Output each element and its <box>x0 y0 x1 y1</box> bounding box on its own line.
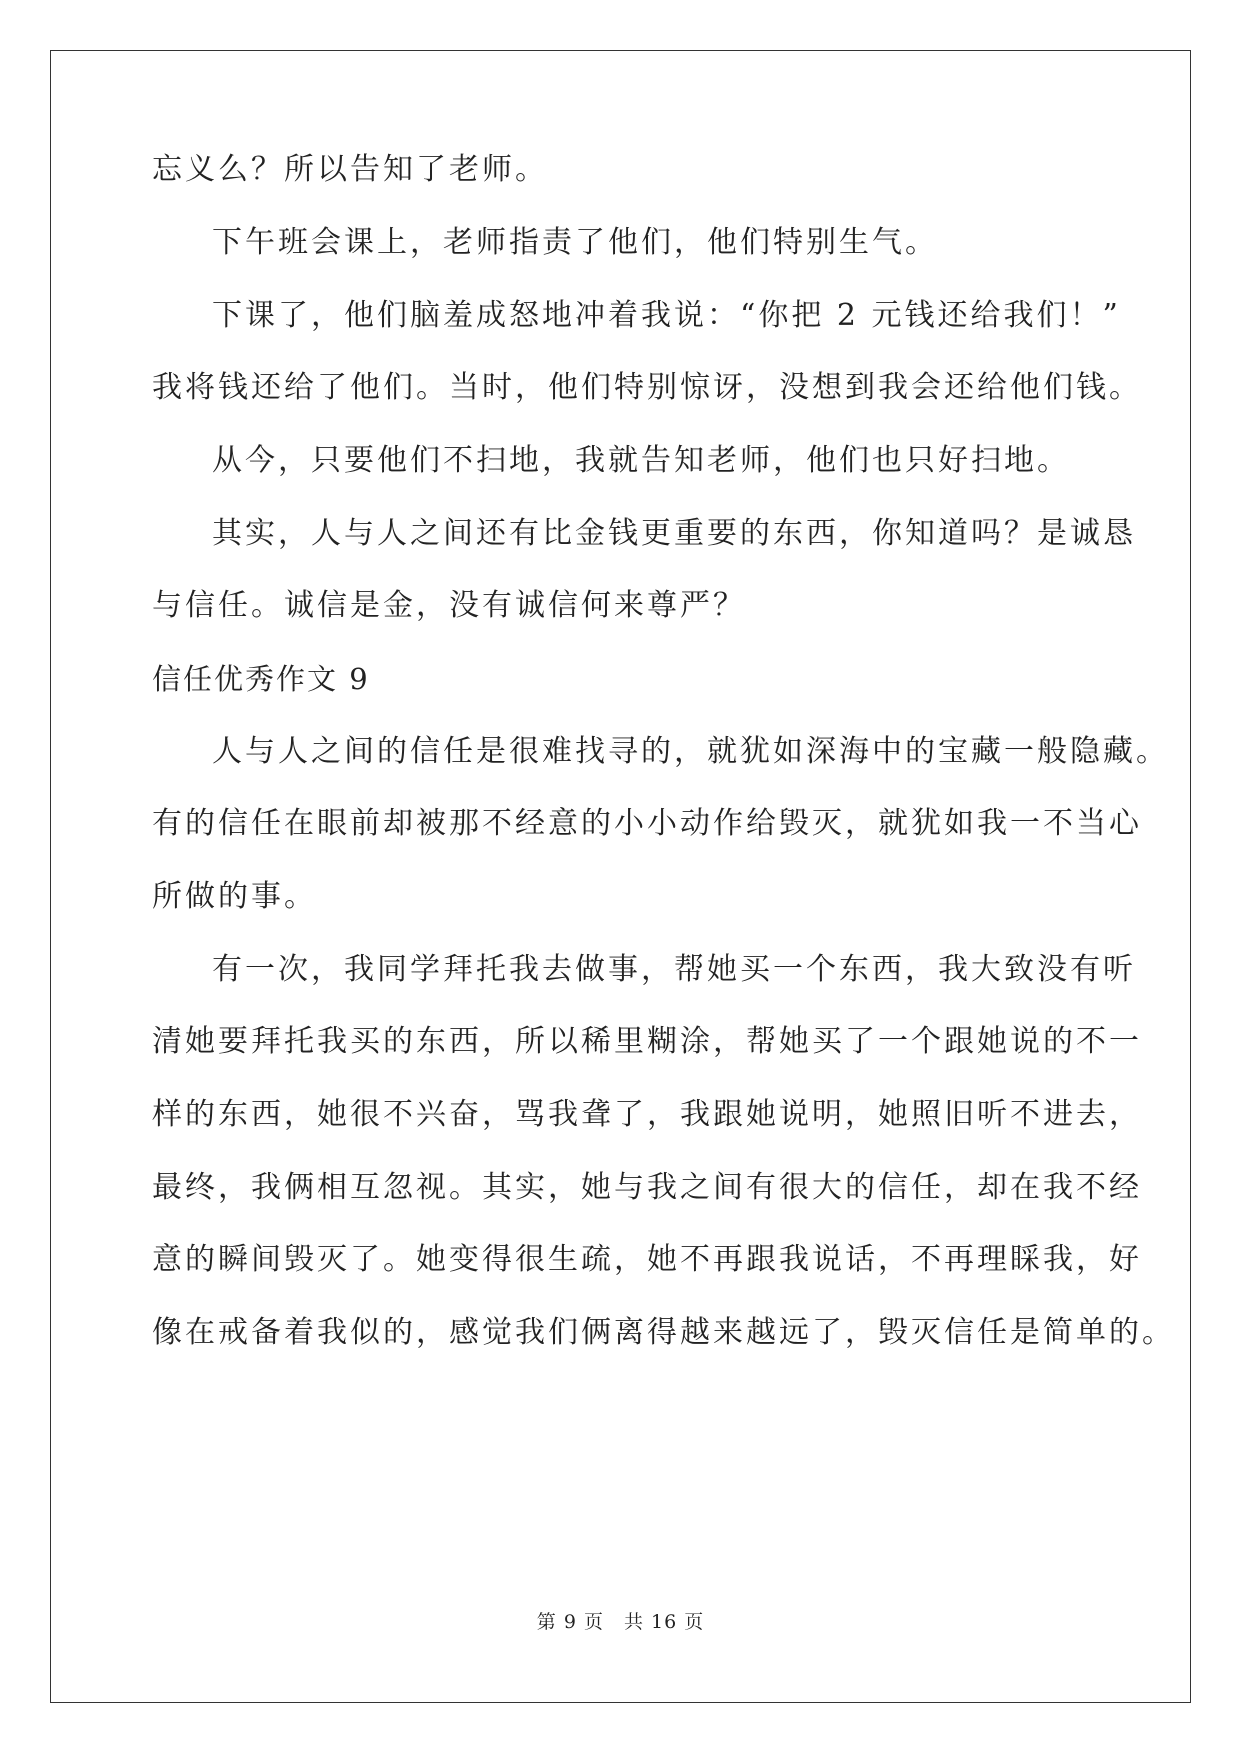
paragraph-line: 人与人之间的信任是很难找寻的，就犹如深海中的宝藏一般隐藏。 <box>212 734 1169 769</box>
paragraph-line: 其实，人与人之间还有比金钱更重要的东西，你知道吗？是诚恳 <box>212 516 1136 551</box>
page-number-footer: 第 9 页 共 16 页 <box>536 1611 705 1633</box>
section-heading: 信任优秀作文 9 <box>152 662 370 696</box>
paragraph-line: 下午班会课上，老师指责了他们，他们特别生气。 <box>212 225 938 260</box>
paragraph-line: 有一次，我同学拜托我去做事，帮她买一个东西，我大致没有听 <box>212 952 1136 987</box>
text-line: 与信任。诚信是金，没有诚信何来尊严？ <box>152 588 746 623</box>
text-line: 意的瞬间毁灭了。她变得很生疏，她不再跟我说话，不再理睬我，好 <box>152 1242 1142 1277</box>
paragraph-line: 从今，只要他们不扫地，我就告知老师，他们也只好扫地。 <box>212 443 1070 478</box>
text-line: 清她要拜托我买的东西，所以稀里糊涂，帮她买了一个跟她说的不一 <box>152 1024 1142 1059</box>
text-line: 像在戒备着我似的，感觉我们俩离得越来越远了，毁灭信任是简单的。 <box>152 1315 1175 1350</box>
paragraph-line: 下课了，他们脑羞成怒地冲着我说：“你把 2 元钱还给我们！” <box>212 298 1121 333</box>
text-line: 忘义么？所以告知了老师。 <box>152 152 548 187</box>
text-line: 所做的事。 <box>152 879 317 914</box>
text-line: 我将钱还给了他们。当时，他们特别惊讶，没想到我会还给他们钱。 <box>152 370 1142 405</box>
text-line: 样的东西，她很不兴奋，骂我聋了，我跟她说明，她照旧听不进去， <box>152 1097 1142 1132</box>
text-line: 最终，我俩相互忽视。其实，她与我之间有很大的信任，却在我不经 <box>152 1170 1142 1205</box>
text-line: 有的信任在眼前却被那不经意的小小动作给毁灭，就犹如我一不当心 <box>152 806 1142 841</box>
